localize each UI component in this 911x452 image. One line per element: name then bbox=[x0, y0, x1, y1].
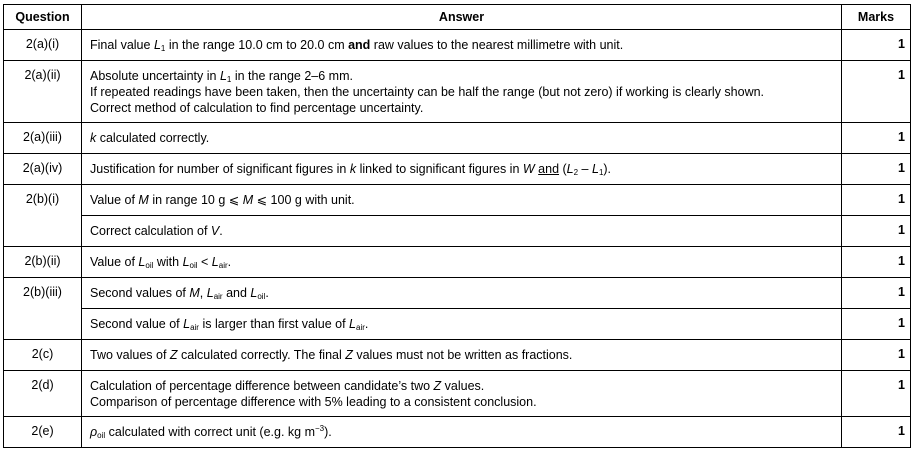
question-number: 2(e) bbox=[4, 417, 82, 448]
table-row bbox=[4, 417, 911, 448]
marks-value: 1 bbox=[842, 61, 911, 123]
answer-text: Calculation of percentage difference between candidate’s two Z values. Comparison of percentage difference with 5% leading to a consistent conclusion. bbox=[82, 371, 842, 417]
marks-value: 1 bbox=[842, 371, 911, 417]
table-row bbox=[4, 371, 911, 417]
table-row bbox=[4, 216, 911, 247]
table-row bbox=[4, 247, 911, 278]
table-row bbox=[4, 30, 911, 61]
table-row bbox=[4, 309, 911, 340]
marks-value: 1 bbox=[842, 247, 911, 278]
question-number: 2(a)(ii) bbox=[4, 61, 82, 123]
answer-text: k calculated correctly. bbox=[82, 123, 842, 154]
header-question: Question bbox=[4, 5, 82, 30]
marks-value: 1 bbox=[842, 123, 911, 154]
marks-value: 1 bbox=[842, 185, 911, 216]
table-row bbox=[4, 123, 911, 154]
question-number: 2(b)(i) bbox=[4, 185, 82, 247]
marks-value: 1 bbox=[842, 309, 911, 340]
marks-value: 1 bbox=[842, 340, 911, 371]
marks-value: 1 bbox=[842, 30, 911, 61]
question-number: 2(a)(i) bbox=[4, 30, 82, 61]
marks-value: 1 bbox=[842, 278, 911, 309]
marks-value: 1 bbox=[842, 216, 911, 247]
question-number: 2(a)(iii) bbox=[4, 123, 82, 154]
answer-text: Value of M in range 10 g ⩽ M ⩽ 100 g with unit. bbox=[82, 185, 842, 216]
header-marks: Marks bbox=[842, 5, 911, 30]
question-number: 2(c) bbox=[4, 340, 82, 371]
question-number: 2(b)(ii) bbox=[4, 247, 82, 278]
table-row bbox=[4, 185, 911, 216]
answer-text: Value of $L_{oil}$ with $L_{oil} < L_{air}$. bbox=[82, 247, 842, 278]
answer-text: Justification for number of significant figures in k linked to significant figures in W and $(L_2 - L_1)$. bbox=[82, 154, 842, 185]
question-number: 2(b)(iii) bbox=[4, 278, 82, 340]
header-row bbox=[4, 5, 911, 30]
answer-text: Second values of M, $L_{air}$ and $L_{oil}$. bbox=[82, 278, 842, 309]
marks-value: 1 bbox=[842, 417, 911, 448]
answer-text: Correct calculation of V. bbox=[82, 216, 842, 247]
question-number: 2(a)(iv) bbox=[4, 154, 82, 185]
mark-scheme-table bbox=[3, 4, 911, 448]
answer-text: Absolute uncertainty in $L_1$ in the range 2–6 mm. If repeated readings have been taken, then the uncertainty can be half the range (but not zero) if working is clearly shown. Correct method of calculation to find percentage uncertainty. bbox=[82, 61, 842, 123]
answer-text: Two values of Z calculated correctly. The final Z values must not be written as fractions. bbox=[82, 340, 842, 371]
question-number: 2(d) bbox=[4, 371, 82, 417]
table-row bbox=[4, 278, 911, 309]
table-row bbox=[4, 340, 911, 371]
table-row bbox=[4, 61, 911, 123]
header-answer: Answer bbox=[82, 5, 842, 30]
marks-value: 1 bbox=[842, 154, 911, 185]
answer-text: Final value $L_1$ in the range 10.0 cm to 20.0 cm and raw values to the nearest millimetre with unit. bbox=[82, 30, 842, 61]
answer-text: Second value of $L_{air}$ is larger than first value of $L_{air}$. bbox=[82, 309, 842, 340]
answer-text: $\rho_{oil}$ calculated with correct unit (e.g. kg $m^{-3}$). bbox=[82, 417, 842, 448]
table-row bbox=[4, 154, 911, 185]
